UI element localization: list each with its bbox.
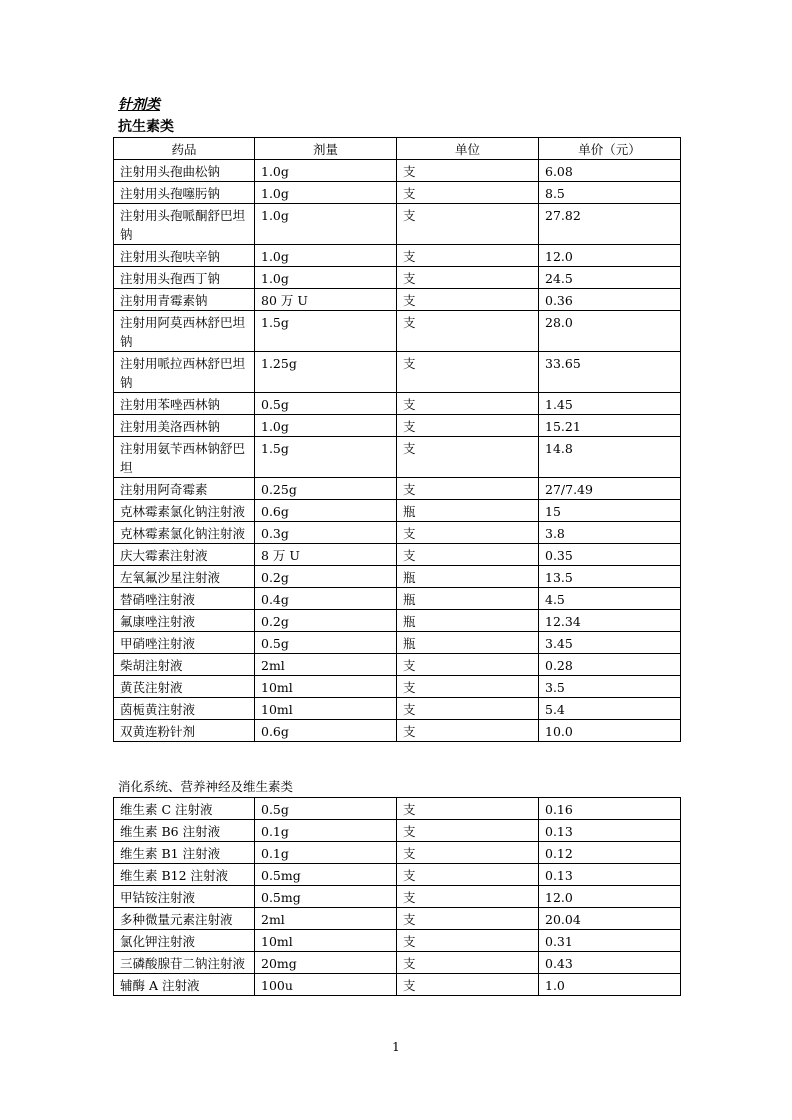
unit-cell: 支 <box>397 952 539 974</box>
dosage-cell: 1.5g <box>255 311 397 352</box>
dosage-cell: 0.2g <box>255 566 397 588</box>
price-cell: 10.0 <box>539 720 681 742</box>
drug-name-cell: 注射用美洛西林钠 <box>114 415 255 437</box>
dosage-cell: 0.3g <box>255 522 397 544</box>
price-cell: 24.5 <box>539 267 681 289</box>
drug-name-cell: 注射用阿奇霉素 <box>114 478 255 500</box>
price-cell: 28.0 <box>539 311 681 352</box>
price-cell: 3.8 <box>539 522 681 544</box>
dosage-cell: 0.2g <box>255 610 397 632</box>
unit-cell: 支 <box>397 160 539 182</box>
price-cell: 27.82 <box>539 204 681 245</box>
unit-cell: 瓶 <box>397 588 539 610</box>
price-cell: 0.13 <box>539 864 681 886</box>
price-cell: 0.12 <box>539 842 681 864</box>
drug-name-cell: 茵栀黄注射液 <box>114 698 255 720</box>
table-row <box>114 415 681 437</box>
page-number: 1 <box>392 1040 400 1054</box>
price-cell: 0.16 <box>539 798 681 820</box>
dosage-cell: 10ml <box>255 930 397 952</box>
drug-name-cell: 注射用头孢曲松钠 <box>114 160 255 182</box>
table-row <box>114 311 681 352</box>
dosage-cell: 10ml <box>255 698 397 720</box>
drug-name-cell: 庆大霉素注射液 <box>114 544 255 566</box>
table-row <box>114 500 681 522</box>
table-row <box>114 864 681 886</box>
dosage-cell: 1.0g <box>255 160 397 182</box>
antibiotics-table <box>113 137 681 742</box>
dosage-cell: 0.1g <box>255 842 397 864</box>
table-row <box>114 245 681 267</box>
dosage-cell: 0.5g <box>255 798 397 820</box>
unit-cell: 支 <box>397 478 539 500</box>
price-cell: 27/7.49 <box>539 478 681 500</box>
dosage-cell: 1.0g <box>255 245 397 267</box>
drug-name-cell: 替硝唑注射液 <box>114 588 255 610</box>
column-header: 单价（元） <box>539 138 681 160</box>
unit-cell: 支 <box>397 798 539 820</box>
column-header: 单位 <box>397 138 539 160</box>
unit-cell: 支 <box>397 415 539 437</box>
price-cell: 0.31 <box>539 930 681 952</box>
table-row <box>114 267 681 289</box>
unit-cell: 支 <box>397 864 539 886</box>
unit-cell: 支 <box>397 654 539 676</box>
table-row <box>114 842 681 864</box>
price-cell: 3.45 <box>539 632 681 654</box>
table-row <box>114 952 681 974</box>
price-cell: 5.4 <box>539 698 681 720</box>
price-cell: 14.8 <box>539 437 681 478</box>
unit-cell: 支 <box>397 842 539 864</box>
unit-cell: 支 <box>397 182 539 204</box>
dosage-cell: 100u <box>255 974 397 996</box>
unit-cell: 支 <box>397 393 539 415</box>
table-row <box>114 654 681 676</box>
unit-cell: 支 <box>397 720 539 742</box>
table-row <box>114 886 681 908</box>
unit-cell: 支 <box>397 437 539 478</box>
price-cell: 0.13 <box>539 820 681 842</box>
table-row <box>114 974 681 996</box>
price-cell: 1.0 <box>539 974 681 996</box>
unit-cell: 支 <box>397 676 539 698</box>
drug-name-cell: 注射用头孢呋辛钠 <box>114 245 255 267</box>
column-header: 剂量 <box>255 138 397 160</box>
price-cell: 0.43 <box>539 952 681 974</box>
dosage-cell: 0.5g <box>255 393 397 415</box>
dosage-cell: 1.25g <box>255 352 397 393</box>
unit-cell: 支 <box>397 544 539 566</box>
drug-name-cell: 克林霉素氯化钠注射液 <box>114 500 255 522</box>
drug-name-cell: 左氧氟沙星注射液 <box>114 566 255 588</box>
unit-cell: 支 <box>397 522 539 544</box>
dosage-cell: 1.0g <box>255 267 397 289</box>
table-row <box>114 204 681 245</box>
dosage-cell: 8 万 U <box>255 544 397 566</box>
table-row <box>114 393 681 415</box>
price-cell: 12.0 <box>539 886 681 908</box>
table-row <box>114 632 681 654</box>
drug-name-cell: 辅酶 A 注射液 <box>114 974 255 996</box>
unit-cell: 支 <box>397 820 539 842</box>
unit-cell: 支 <box>397 974 539 996</box>
dosage-cell: 1.5g <box>255 437 397 478</box>
dosage-cell: 0.5mg <box>255 864 397 886</box>
dosage-cell: 0.6g <box>255 720 397 742</box>
table-row <box>114 352 681 393</box>
dosage-cell: 0.4g <box>255 588 397 610</box>
table-row <box>114 478 681 500</box>
drug-name-cell: 甲硝唑注射液 <box>114 632 255 654</box>
unit-cell: 支 <box>397 204 539 245</box>
price-cell: 0.36 <box>539 289 681 311</box>
drug-name-cell: 多种微量元素注射液 <box>114 908 255 930</box>
table-row <box>114 908 681 930</box>
unit-cell: 支 <box>397 930 539 952</box>
unit-cell: 瓶 <box>397 500 539 522</box>
unit-cell: 支 <box>397 908 539 930</box>
price-cell: 8.5 <box>539 182 681 204</box>
drug-name-cell: 氯化钾注射液 <box>114 930 255 952</box>
table-row <box>114 798 681 820</box>
dosage-cell: 0.5mg <box>255 886 397 908</box>
drug-name-cell: 维生素 B1 注射液 <box>114 842 255 864</box>
drug-name-cell: 注射用氨苄西林钠舒巴坦 <box>114 437 255 478</box>
drug-name-cell: 维生素 C 注射液 <box>114 798 255 820</box>
drug-name-cell: 注射用头孢西丁钠 <box>114 267 255 289</box>
price-cell: 12.34 <box>539 610 681 632</box>
dosage-cell: 0.5g <box>255 632 397 654</box>
price-cell: 1.45 <box>539 393 681 415</box>
unit-cell: 支 <box>397 886 539 908</box>
price-cell: 0.28 <box>539 654 681 676</box>
price-cell: 12.0 <box>539 245 681 267</box>
table-header-row <box>114 138 681 160</box>
column-header: 药品 <box>114 138 255 160</box>
dosage-cell: 0.6g <box>255 500 397 522</box>
drug-name-cell: 双黄连粉针剂 <box>114 720 255 742</box>
table-row <box>114 720 681 742</box>
drug-name-cell: 维生素 B6 注射液 <box>114 820 255 842</box>
table-row <box>114 289 681 311</box>
unit-cell: 支 <box>397 698 539 720</box>
price-cell: 4.5 <box>539 588 681 610</box>
table-row <box>114 544 681 566</box>
document-heading: 针剂类 <box>118 97 160 113</box>
dosage-cell: 2ml <box>255 654 397 676</box>
dosage-cell: 80 万 U <box>255 289 397 311</box>
price-cell: 13.5 <box>539 566 681 588</box>
dosage-cell: 1.0g <box>255 182 397 204</box>
drug-name-cell: 维生素 B12 注射液 <box>114 864 255 886</box>
table-row <box>114 566 681 588</box>
dosage-cell: 10ml <box>255 676 397 698</box>
table-row <box>114 588 681 610</box>
unit-cell: 瓶 <box>397 566 539 588</box>
price-cell: 15.21 <box>539 415 681 437</box>
table-row <box>114 676 681 698</box>
table-row <box>114 820 681 842</box>
table-row <box>114 522 681 544</box>
price-cell: 0.35 <box>539 544 681 566</box>
price-cell: 33.65 <box>539 352 681 393</box>
drug-name-cell: 柴胡注射液 <box>114 654 255 676</box>
dosage-cell: 0.25g <box>255 478 397 500</box>
unit-cell: 支 <box>397 267 539 289</box>
drug-name-cell: 注射用头孢噻肟钠 <box>114 182 255 204</box>
drug-name-cell: 克林霉素氯化钠注射液 <box>114 522 255 544</box>
section-title-antibiotics: 抗生素类 <box>118 119 174 135</box>
table-row <box>114 930 681 952</box>
table-row <box>114 437 681 478</box>
dosage-cell: 2ml <box>255 908 397 930</box>
drug-name-cell: 注射用阿莫西林舒巴坦钠 <box>114 311 255 352</box>
unit-cell: 瓶 <box>397 610 539 632</box>
drug-name-cell: 注射用哌拉西林舒巴坦钠 <box>114 352 255 393</box>
drug-name-cell: 注射用青霉素钠 <box>114 289 255 311</box>
price-cell: 3.5 <box>539 676 681 698</box>
unit-cell: 支 <box>397 311 539 352</box>
price-cell: 15 <box>539 500 681 522</box>
unit-cell: 支 <box>397 289 539 311</box>
dosage-cell: 1.0g <box>255 204 397 245</box>
drug-name-cell: 注射用头孢哌酮舒巴坦钠 <box>114 204 255 245</box>
table-row <box>114 160 681 182</box>
price-cell: 6.08 <box>539 160 681 182</box>
drug-name-cell: 甲钴铵注射液 <box>114 886 255 908</box>
table-row <box>114 610 681 632</box>
dosage-cell: 0.1g <box>255 820 397 842</box>
dosage-cell: 1.0g <box>255 415 397 437</box>
dosage-cell: 20mg <box>255 952 397 974</box>
drug-name-cell: 注射用苯唑西林钠 <box>114 393 255 415</box>
unit-cell: 瓶 <box>397 632 539 654</box>
unit-cell: 支 <box>397 245 539 267</box>
drug-name-cell: 氟康唑注射液 <box>114 610 255 632</box>
unit-cell: 支 <box>397 352 539 393</box>
table-row <box>114 182 681 204</box>
drug-name-cell: 三磷酸腺苷二钠注射液 <box>114 952 255 974</box>
table-row <box>114 698 681 720</box>
vitamins-table <box>113 797 681 996</box>
drug-name-cell: 黄芪注射液 <box>114 676 255 698</box>
price-cell: 20.04 <box>539 908 681 930</box>
section-title-vitamins: 消化系统、营养神经及维生素类 <box>118 779 294 794</box>
